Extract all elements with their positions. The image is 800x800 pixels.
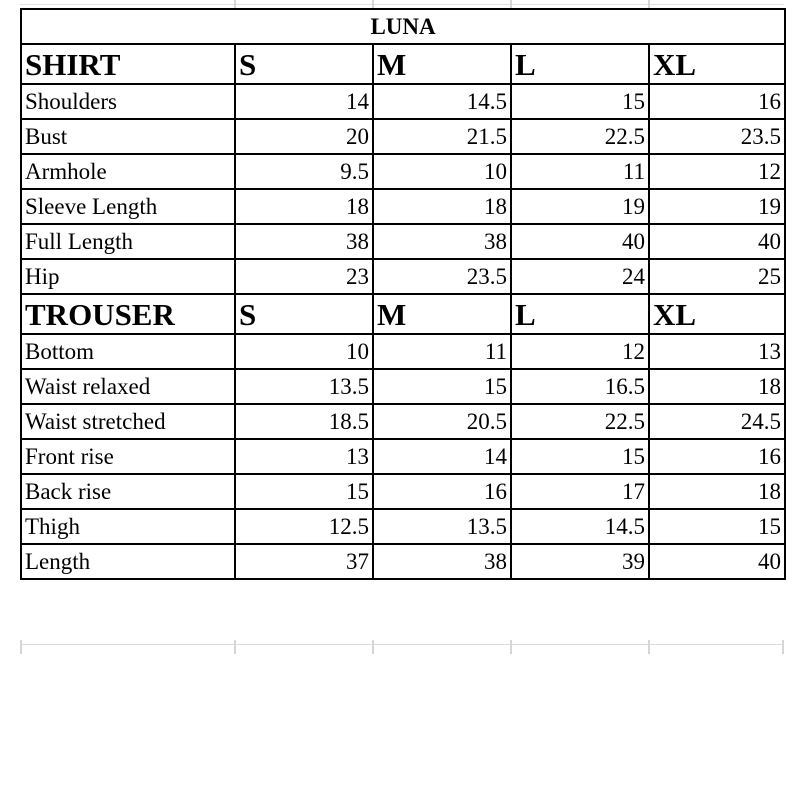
measurement-value: 13 — [235, 439, 373, 474]
measurement-value: 38 — [235, 224, 373, 259]
table-row — [21, 369, 785, 404]
section-header-trouser — [21, 294, 785, 334]
measurement-value: 40 — [649, 544, 785, 579]
size-header-l: L — [511, 44, 649, 84]
measurement-value: 23.5 — [649, 119, 785, 154]
measurement-label: Waist stretched — [21, 404, 235, 439]
measurement-value: 13 — [649, 334, 785, 369]
measurement-value: 20 — [235, 119, 373, 154]
table-row — [21, 509, 785, 544]
measurement-value: 9.5 — [235, 154, 373, 189]
measurement-value: 12 — [511, 334, 649, 369]
size-header-l: L — [511, 294, 649, 334]
section-header-shirt — [21, 44, 785, 84]
measurement-label: Armhole — [21, 154, 235, 189]
measurement-value: 13.5 — [373, 509, 511, 544]
column-gridline-stub — [20, 640, 22, 654]
measurement-value: 15 — [235, 474, 373, 509]
measurement-value: 18 — [649, 369, 785, 404]
table-row — [21, 544, 785, 579]
measurement-value: 19 — [511, 189, 649, 224]
bottom-gridline — [20, 644, 784, 645]
measurement-value: 18 — [649, 474, 785, 509]
size-header-s: S — [235, 44, 373, 84]
table-row — [21, 189, 785, 224]
measurement-value: 22.5 — [511, 119, 649, 154]
measurement-value: 16 — [649, 439, 785, 474]
measurement-value: 10 — [373, 154, 511, 189]
column-gridline-stub — [372, 640, 374, 654]
size-header-xl: XL — [649, 294, 785, 334]
column-gridline-stub — [782, 640, 784, 654]
measurement-label: Back rise — [21, 474, 235, 509]
measurement-value: 15 — [373, 369, 511, 404]
measurement-label: Full Length — [21, 224, 235, 259]
measurement-value: 24 — [511, 259, 649, 294]
measurement-value: 23.5 — [373, 259, 511, 294]
measurement-value: 18 — [235, 189, 373, 224]
table-row — [21, 84, 785, 119]
measurement-value: 11 — [373, 334, 511, 369]
measurement-value: 38 — [373, 544, 511, 579]
measurement-value: 25 — [649, 259, 785, 294]
size-header-m: M — [373, 294, 511, 334]
measurement-value: 13.5 — [235, 369, 373, 404]
column-gridline-stub — [510, 640, 512, 654]
measurement-value: 40 — [649, 224, 785, 259]
measurement-value: 12.5 — [235, 509, 373, 544]
section-name: TROUSER — [21, 294, 235, 334]
table-row — [21, 259, 785, 294]
column-gridline-stub — [648, 0, 650, 8]
section-name: SHIRT — [21, 44, 235, 84]
column-gridline-stub — [234, 640, 236, 654]
table-row — [21, 119, 785, 154]
top-gridline — [20, 4, 784, 5]
measurement-label: Front rise — [21, 439, 235, 474]
measurement-value: 16 — [649, 84, 785, 119]
size-header-m: M — [373, 44, 511, 84]
measurement-value: 21.5 — [373, 119, 511, 154]
measurement-label: Shoulders — [21, 84, 235, 119]
measurement-value: 14.5 — [373, 84, 511, 119]
size-header-s: S — [235, 294, 373, 334]
title-row — [21, 9, 785, 44]
table-row — [21, 404, 785, 439]
chart-title: LUNA — [21, 9, 785, 44]
column-gridline-stub — [648, 640, 650, 654]
measurement-value: 14 — [373, 439, 511, 474]
measurement-label: Waist relaxed — [21, 369, 235, 404]
measurement-value: 18.5 — [235, 404, 373, 439]
measurement-value: 15 — [649, 509, 785, 544]
measurement-value: 18 — [373, 189, 511, 224]
measurement-label: Sleeve Length — [21, 189, 235, 224]
size-chart-table — [20, 8, 786, 580]
measurement-value: 14 — [235, 84, 373, 119]
size-header-xl: XL — [649, 44, 785, 84]
column-gridline-stub — [234, 0, 236, 8]
measurement-value: 22.5 — [511, 404, 649, 439]
measurement-value: 19 — [649, 189, 785, 224]
measurement-value: 39 — [511, 544, 649, 579]
table-row — [21, 439, 785, 474]
column-gridline-stub — [372, 0, 374, 8]
size-chart-body — [21, 9, 785, 579]
measurement-value: 15 — [511, 439, 649, 474]
measurement-value: 16 — [373, 474, 511, 509]
measurement-label: Hip — [21, 259, 235, 294]
measurement-value: 17 — [511, 474, 649, 509]
measurement-value: 11 — [511, 154, 649, 189]
measurement-value: 15 — [511, 84, 649, 119]
measurement-value: 10 — [235, 334, 373, 369]
table-row — [21, 154, 785, 189]
table-row — [21, 224, 785, 259]
measurement-label: Length — [21, 544, 235, 579]
measurement-label: Thigh — [21, 509, 235, 544]
column-gridline-stub — [510, 0, 512, 8]
measurement-value: 37 — [235, 544, 373, 579]
measurement-value: 38 — [373, 224, 511, 259]
measurement-value: 16.5 — [511, 369, 649, 404]
measurement-value: 24.5 — [649, 404, 785, 439]
measurement-value: 23 — [235, 259, 373, 294]
measurement-label: Bust — [21, 119, 235, 154]
measurement-value: 12 — [649, 154, 785, 189]
measurement-value: 20.5 — [373, 404, 511, 439]
table-row — [21, 334, 785, 369]
measurement-value: 14.5 — [511, 509, 649, 544]
table-row — [21, 474, 785, 509]
measurement-label: Bottom — [21, 334, 235, 369]
measurement-value: 40 — [511, 224, 649, 259]
